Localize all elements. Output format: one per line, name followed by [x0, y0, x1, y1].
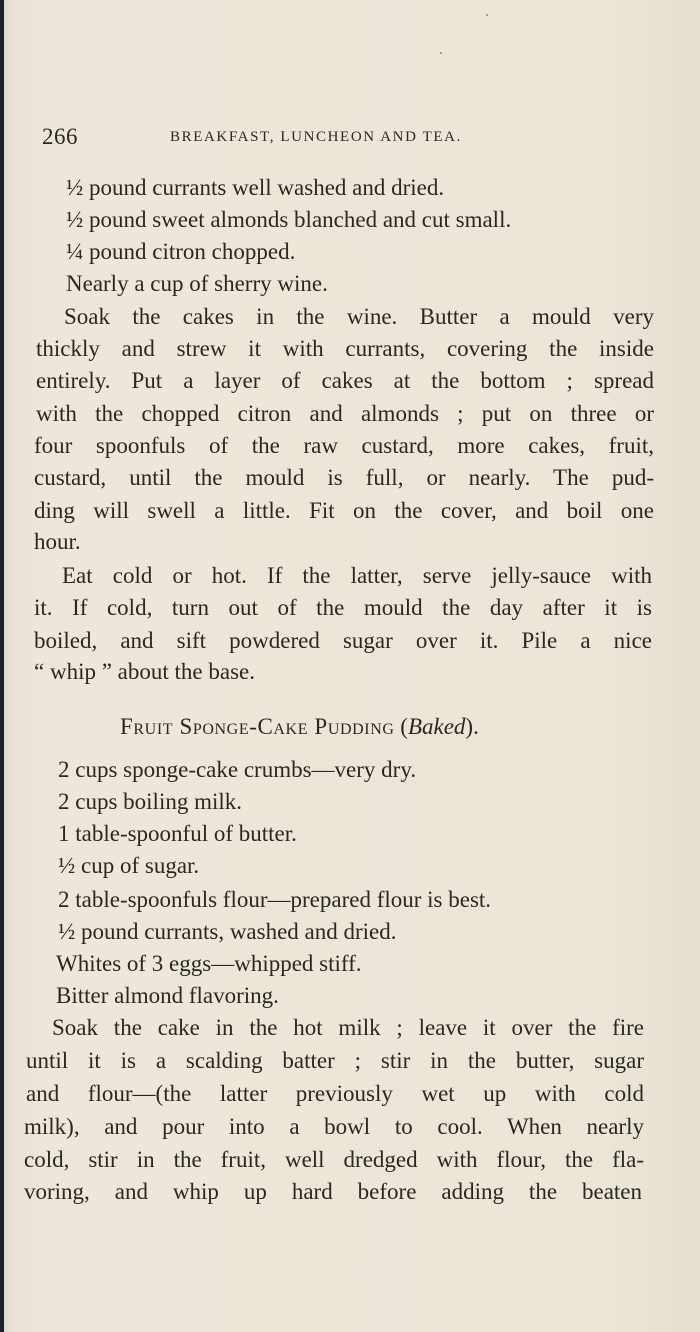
ingredient-line: ¼ pound citron chopped. — [66, 239, 296, 264]
ingredient-line: Whites of 3 eggs—whipped stiff. — [56, 951, 362, 976]
ingredient-line: Nearly a cup of sherry wine. — [66, 271, 328, 296]
paragraph-line: ding will swell a little. Fit on the cover, and boil one — [34, 498, 654, 523]
recipe-note-open: ( — [394, 714, 408, 739]
paragraph-line: cold, stir in the fruit, well dredged with flour, the fla- — [24, 1147, 644, 1172]
ingredient-line: 1 table-spoonful of butter. — [58, 821, 297, 846]
ingredient-line: ½ pound currants well washed and dried. — [66, 175, 445, 200]
ingredient-line: Bitter almond flavoring. — [56, 983, 279, 1008]
running-title: BREAKFAST, LUNCHEON AND TEA. — [170, 129, 462, 145]
paragraph-line: milk), and pour into a bowl to cool. When nearly — [24, 1114, 644, 1139]
paragraph-line: four spoonfuls of the raw custard, more cakes, fruit, — [34, 433, 654, 458]
recipe-heading — [120, 712, 479, 742]
paragraph-line: entirely. Put a layer of cakes at the bottom ; spread — [36, 368, 654, 393]
recipe-note-close: ). — [465, 714, 479, 739]
paragraph-line: it. If cold, turn out of the mould the day after it is — [34, 595, 652, 620]
recipe-title: Fruit Sponge-Cake Pudding — [120, 714, 395, 739]
ingredient-line: 2 cups boiling milk. — [58, 789, 242, 814]
ingredient-line: ½ pound currants, washed and dried. — [58, 919, 397, 944]
page-header — [42, 124, 542, 152]
paragraph-line: and flour—(the latter previously wet up with cold — [26, 1081, 644, 1106]
paragraph-line: hour. — [34, 529, 81, 554]
ingredient-line: 2 cups sponge-cake crumbs—very dry. — [58, 757, 417, 782]
page-spine-edge — [0, 0, 4, 1332]
paragraph-line: Soak the cakes in the wine. Butter a mould very — [64, 304, 654, 329]
paragraph-line: “ whip ” about the base. — [34, 659, 255, 684]
paragraph-line: boiled, and sift powdered sugar over it. Pile a nice — [34, 628, 652, 653]
paragraph-line: voring, and whip up hard before adding the beaten — [24, 1179, 642, 1204]
page-number: 266 — [42, 124, 78, 149]
ingredient-line: 2 table-spoonfuls flour—prepared flour is best. — [58, 887, 492, 912]
recipe-note: Baked — [407, 714, 466, 739]
ingredient-line: ½ pound sweet almonds blanched and cut small. — [66, 207, 512, 232]
paragraph-line: Soak the cake in the hot milk ; leave it over the fire — [52, 1015, 644, 1040]
paragraph-line: custard, until the mould is full, or nearly. The pud- — [34, 465, 654, 490]
paper-speck — [486, 14, 488, 16]
ingredient-line: ½ cup of sugar. — [58, 853, 200, 878]
paragraph-line: Eat cold or hot. If the latter, serve jelly-sauce with — [62, 563, 652, 588]
paragraph-line: until it is a scalding batter ; stir in the butter, sugar — [26, 1048, 644, 1073]
paragraph-line: thickly and strew it with currants, covering the inside — [36, 336, 654, 361]
paragraph-line: with the chopped citron and almonds ; put on three or — [36, 401, 654, 426]
paper-speck — [440, 52, 442, 54]
